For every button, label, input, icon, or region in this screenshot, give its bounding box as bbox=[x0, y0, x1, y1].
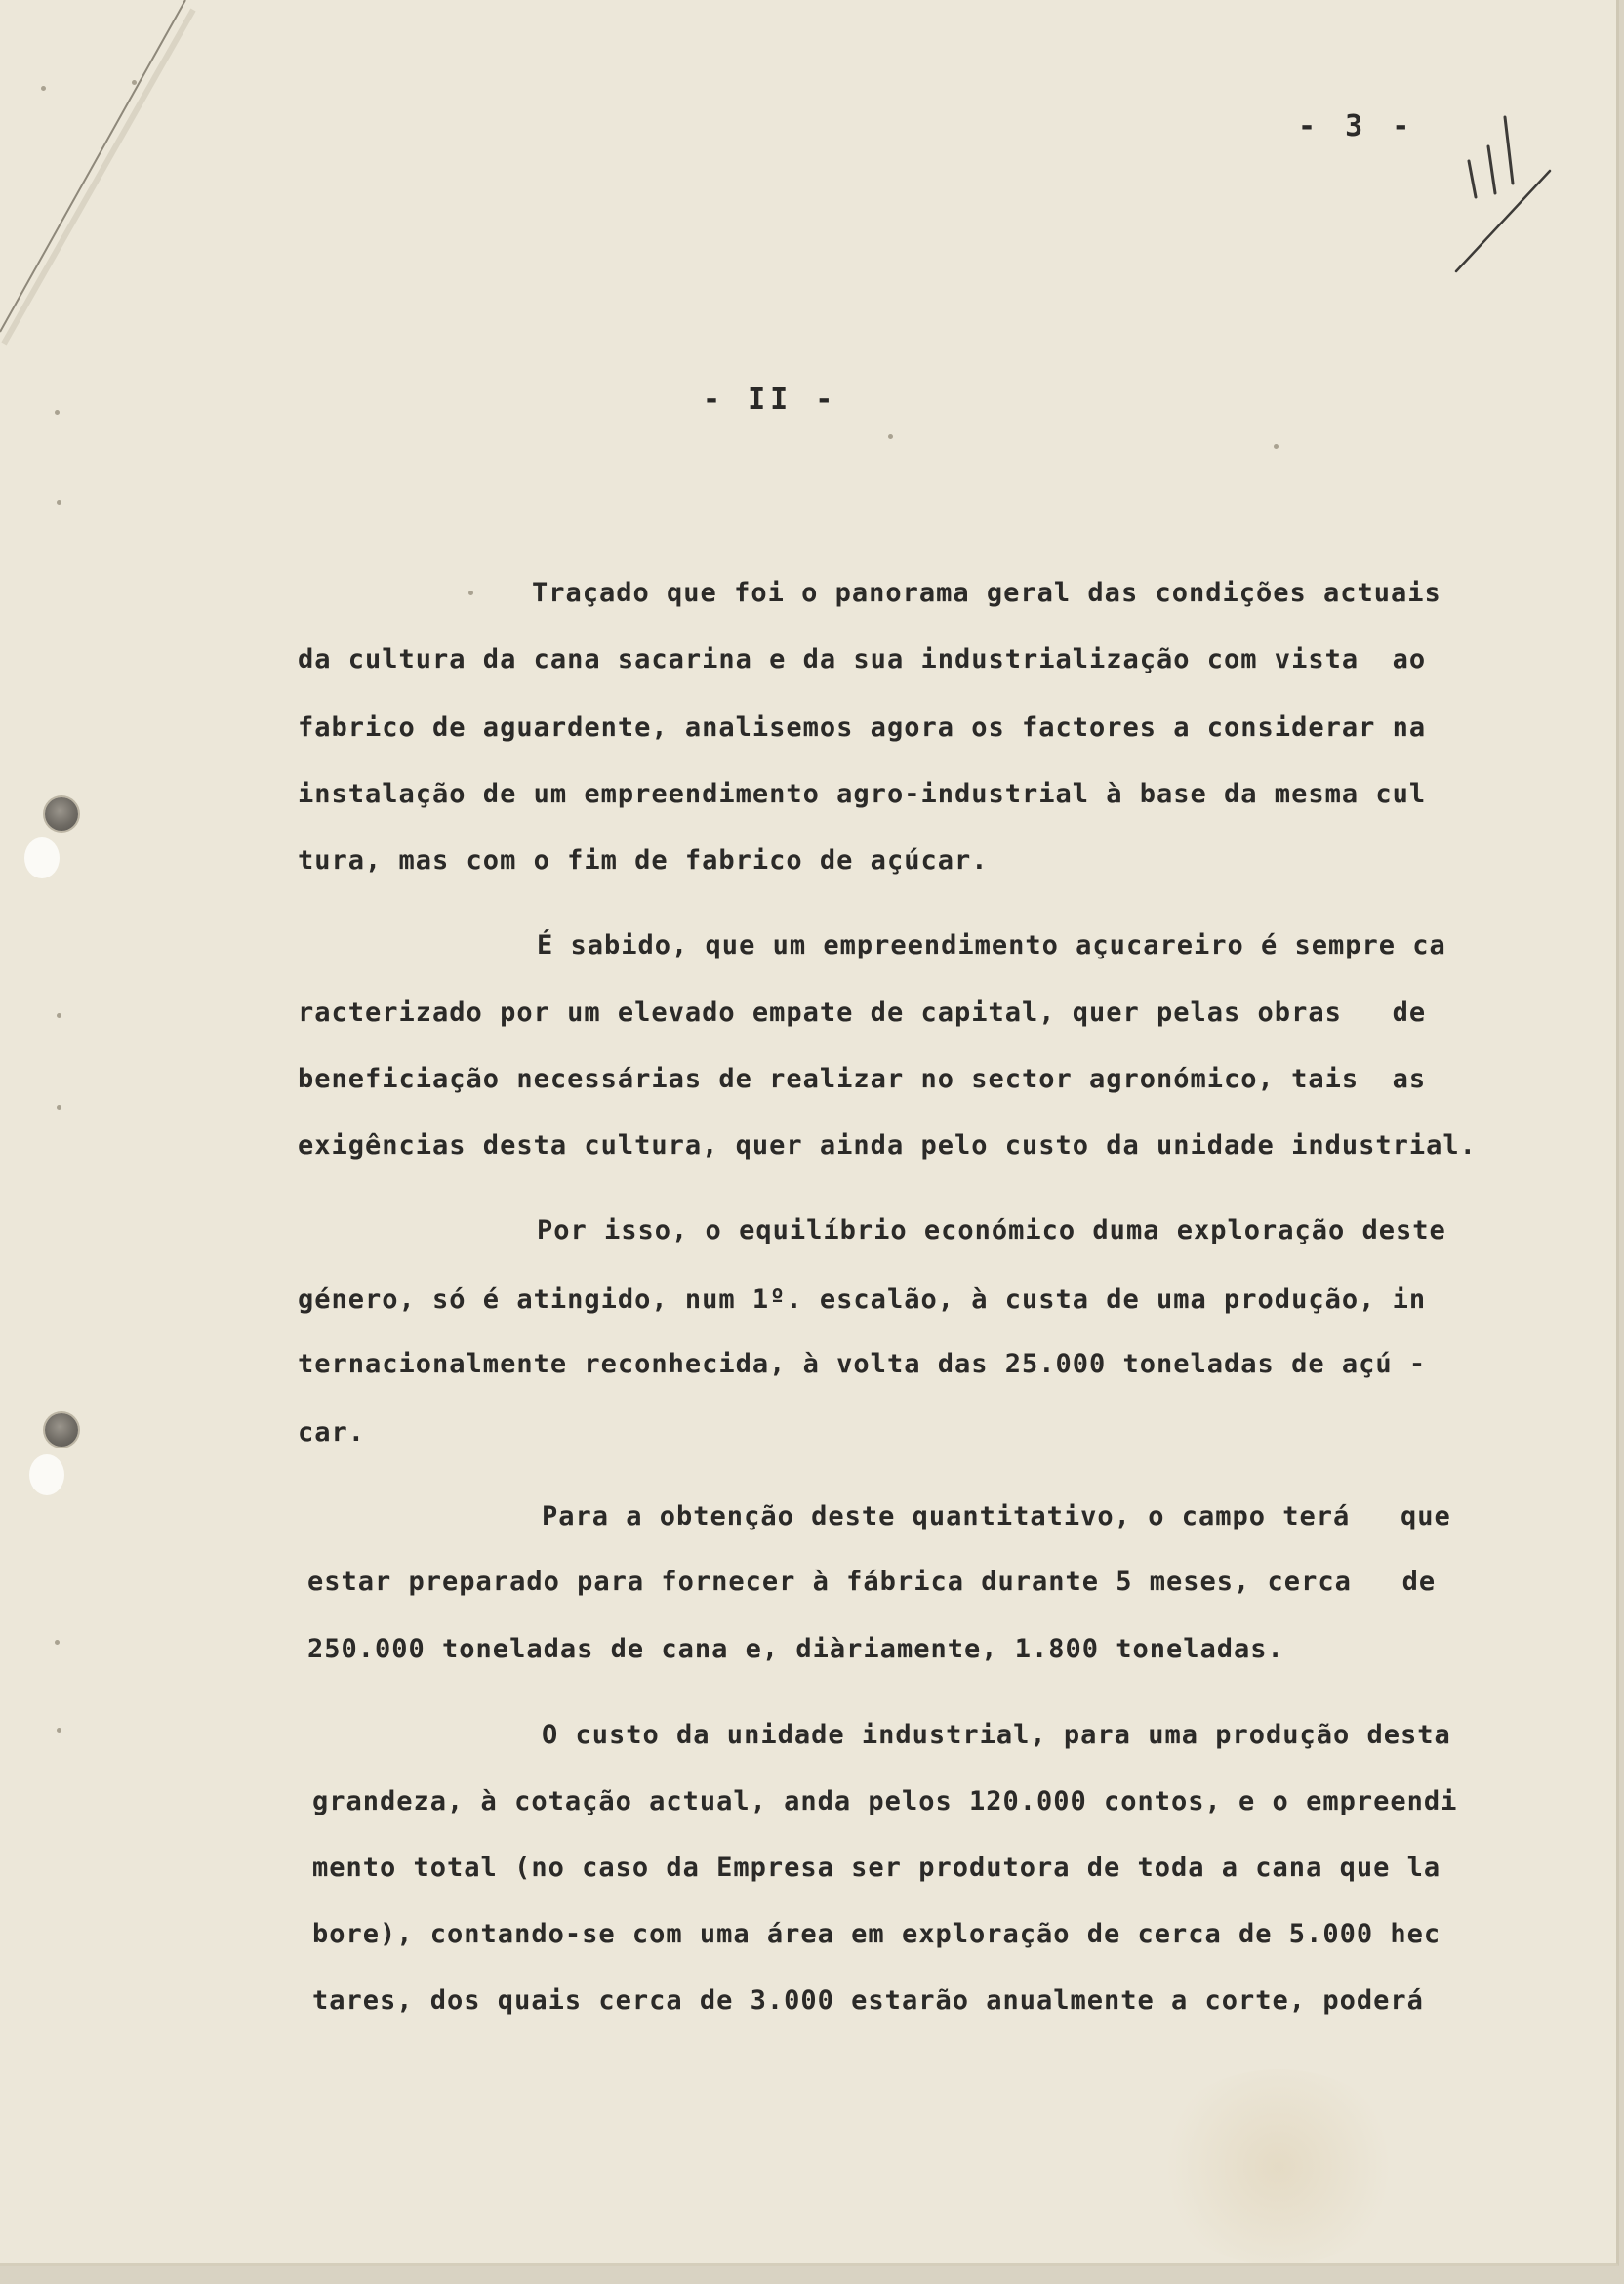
text-line: instalação de um empreendimento agro-industrial à base da mesma cul bbox=[298, 779, 1427, 809]
text-line: género, só é atingido, num 1º. escalão, à custa de uma produção, in bbox=[298, 1285, 1427, 1315]
text-line: racterizado por um elevado empate de capital, quer pelas obras de bbox=[298, 998, 1427, 1028]
punch-hole-light bbox=[24, 837, 60, 878]
text-line: fabrico de aguardente, analisemos agora os factores a considerar na bbox=[298, 713, 1427, 743]
paper-speck bbox=[57, 500, 61, 505]
punch-hole bbox=[45, 797, 78, 831]
paper-speck bbox=[41, 86, 46, 91]
text-line: tura, mas com o fim de fabrico de açúcar. bbox=[298, 845, 989, 876]
paper-speck bbox=[132, 80, 137, 85]
text-line: Para a obtenção deste quantitativo, o campo terá que bbox=[542, 1501, 1451, 1531]
paper-speck bbox=[57, 1105, 61, 1110]
paper-speck bbox=[55, 410, 60, 415]
paper-speck bbox=[468, 591, 473, 595]
paper-speck bbox=[57, 1013, 61, 1018]
text-line: Por isso, o equilíbrio económico duma exploração deste bbox=[537, 1215, 1446, 1245]
text-line: estar preparado para fornecer à fábrica durante 5 meses, cerca de bbox=[307, 1567, 1437, 1597]
text-line: 250.000 toneladas de cana e, diàriamente, 1.800 toneladas. bbox=[307, 1634, 1284, 1664]
text-line: grandeza, à cotação actual, anda pelos 120.000 contos, e o empreendi bbox=[312, 1786, 1458, 1816]
section-heading: - II - bbox=[703, 383, 838, 417]
text-line: da cultura da cana sacarina e da sua industrialização com vista ao bbox=[298, 644, 1427, 674]
text-line: bore), contando-se com uma área em exploração de cerca de 5.000 hec bbox=[312, 1919, 1441, 1949]
text-line: exigências desta cultura, quer ainda pelo custo da unidade industrial. bbox=[298, 1130, 1477, 1161]
page-number: - 3 - bbox=[1298, 109, 1416, 143]
punch-hole-light bbox=[29, 1454, 64, 1495]
paper-speck bbox=[55, 1640, 60, 1645]
paper-stain bbox=[1152, 2069, 1405, 2264]
text-line: É sabido, que um empreendimento açucareiro é sempre ca bbox=[537, 930, 1446, 960]
punch-hole bbox=[45, 1413, 78, 1447]
text-line: beneficiação necessárias de realizar no sector agronómico, tais as bbox=[298, 1064, 1427, 1094]
text-line: car. bbox=[298, 1417, 366, 1448]
text-line: mento total (no caso da Empresa ser produtora de toda a cana que la bbox=[312, 1853, 1441, 1883]
paper-speck bbox=[1274, 444, 1279, 449]
text-line: Traçado que foi o panorama geral das condições actuais bbox=[532, 578, 1441, 608]
paper-speck bbox=[888, 434, 893, 439]
text-line: ternacionalmente reconhecida, à volta das 25.000 toneladas de açú - bbox=[298, 1349, 1427, 1379]
paper-speck bbox=[57, 1728, 61, 1733]
text-line: O custo da unidade industrial, para uma produção desta bbox=[542, 1720, 1451, 1750]
text-line: tares, dos quais cerca de 3.000 estarão anualmente a corte, poderá bbox=[312, 1985, 1424, 2016]
handwritten-mark bbox=[1444, 107, 1562, 283]
folded-corner-mark bbox=[0, 0, 234, 371]
